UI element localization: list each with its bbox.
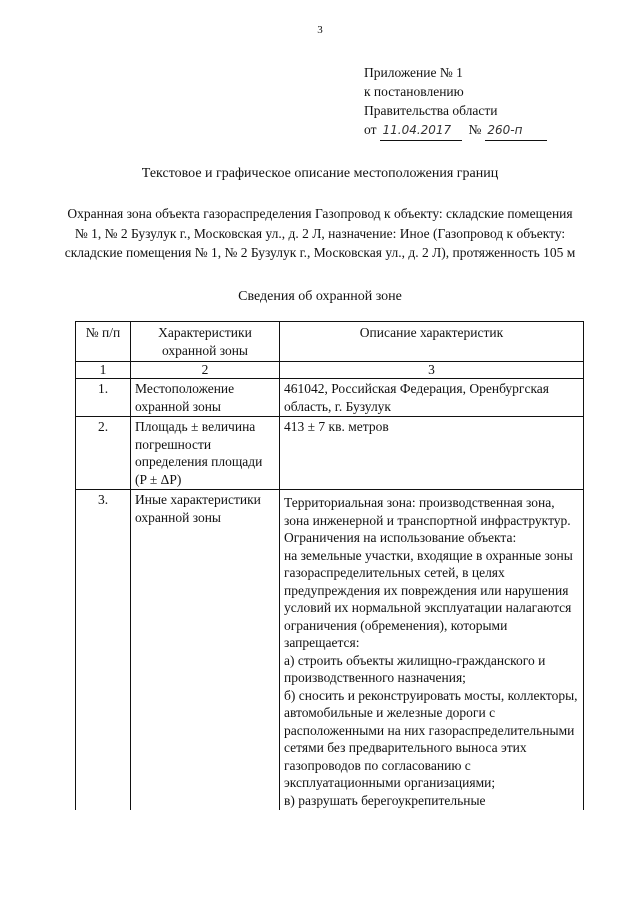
appendix-line-3: Правительства области bbox=[364, 103, 498, 118]
paragraph: Территориальная зона: производственная зона, зона инженерной и транспортной инфраструктур. bbox=[284, 495, 571, 528]
row-number: 2. bbox=[76, 417, 131, 490]
header-description: Описание характеристик bbox=[280, 322, 584, 362]
row-name: Местоположение охранной зоны bbox=[131, 379, 280, 417]
row-description bbox=[280, 490, 584, 811]
row-description: 413 ± 7 кв. метров bbox=[280, 417, 584, 490]
number-label: № bbox=[468, 122, 482, 137]
appendix-line-2: к постановлению bbox=[364, 84, 464, 99]
row-number: 3. bbox=[76, 490, 131, 811]
paragraph: б) сносить и реконструировать мосты, коллекторы, автомобильные и железные дороги с расположенными на них газораспределительными сетями без предварительного выноса этих газопроводов по согласованию с эксплуатационными организациями; bbox=[284, 687, 578, 790]
row-number: 1. bbox=[76, 379, 131, 417]
paragraph: а) строить объекты жилищно-гражданского и производственного назначения; bbox=[284, 652, 546, 685]
appendix-block bbox=[364, 63, 547, 141]
handwritten-number: 260-п bbox=[485, 121, 547, 141]
column-number: 2 bbox=[131, 362, 280, 379]
paragraph: на земельные участки, входящие в охранные зоны газораспределительных сетей, в целях предупреждения их повреждения или нарушения условий их нормальной эксплуатации налагаются ограничения (обременения), которыми запрещается: bbox=[284, 547, 573, 650]
row-name: Иные характеристики охранной зоны bbox=[131, 490, 280, 811]
table-row bbox=[76, 379, 584, 417]
appendix-line-1: Приложение № 1 bbox=[364, 65, 463, 80]
table-row bbox=[76, 490, 584, 811]
appendix-date-line bbox=[364, 120, 547, 141]
handwritten-date: 11.04.2017 bbox=[380, 121, 462, 141]
row-description: 461042, Российская Федерация, Оренбургская область, г. Бузулук bbox=[280, 379, 584, 417]
column-number: 1 bbox=[76, 362, 131, 379]
paragraph: Ограничения на использование объекта: bbox=[284, 530, 517, 545]
section-title: Сведения об охранной зоне bbox=[238, 289, 402, 304]
table-row bbox=[76, 417, 584, 490]
paragraph: в) разрушать берегоукрепительные bbox=[284, 792, 486, 808]
column-number: 3 bbox=[280, 362, 584, 379]
row-name: Площадь ± величина погрешности определения площади (P ± ΔP) bbox=[131, 417, 280, 490]
document-title: Текстовое и графическое описание местоположения границ bbox=[141, 166, 499, 181]
header-characteristics: Характеристики охранной зоны bbox=[131, 322, 280, 362]
document-subtitle: Охранная зона объекта газораспределения Газопровод к объекту: складские помещения № 1, № 2 Бузулук г., Московская ул., д. 2 Л, назначение: Иное (Газопровод к объекту: складские помещения № 1, № 2 Бузулук г., Московская ул., д. 2 Л), протяженность 105 м bbox=[64, 206, 576, 260]
column-number-row bbox=[76, 362, 584, 379]
page-number: 3 bbox=[317, 24, 323, 36]
header-number: № п/п bbox=[76, 322, 131, 362]
protection-zone-table bbox=[75, 321, 584, 810]
table-header-row bbox=[76, 322, 584, 362]
from-label: от bbox=[364, 122, 377, 137]
